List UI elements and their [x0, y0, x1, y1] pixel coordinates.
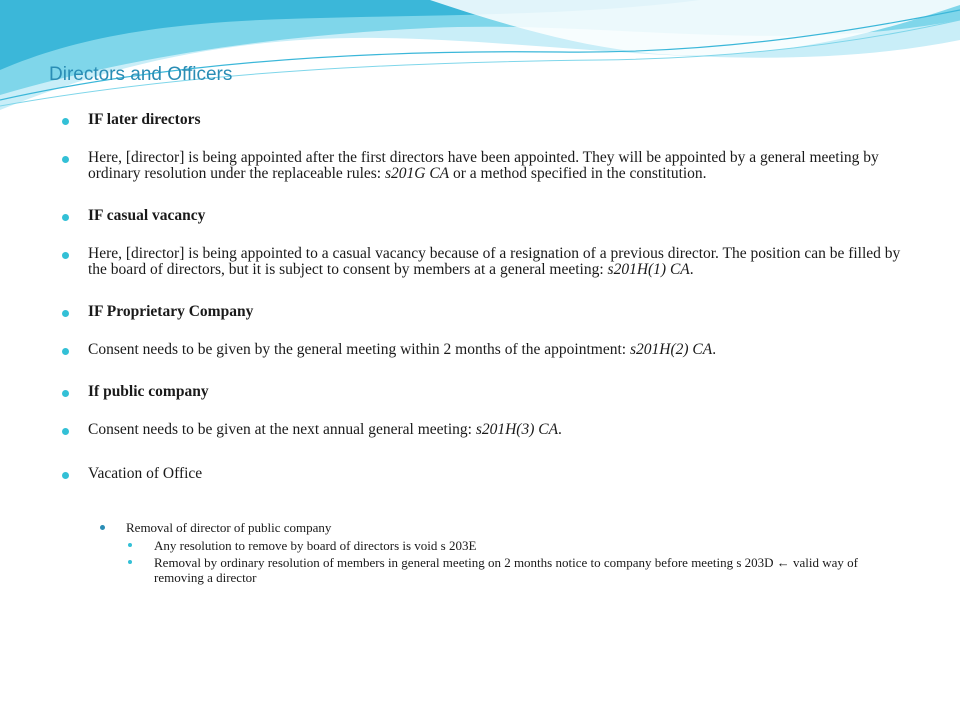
bullet-dot-icon [62, 156, 69, 163]
bullet-dot-icon [62, 348, 69, 355]
bullet-dot-icon [62, 214, 69, 221]
bullet-casual-vacancy-detail: Here, [director] is being appointed to a casual vacancy because of a resignation of a previous director. The position can be filled by the board of directors, but it is subject to consent by members at a general meeting: s201H(1) CA. [62, 246, 902, 278]
bullet-dot-icon [62, 390, 69, 397]
bullet-public-company-detail: Consent needs to be given at the next annual general meeting: s201H(3) CA. [62, 422, 902, 438]
slide-title: Directors and Officers [49, 64, 233, 85]
sub-sub-bullet-board-void: Any resolution to remove by board of directors is void s 203E [62, 538, 902, 553]
bullet-casual-vacancy: IF casual vacancy [62, 208, 902, 224]
bullet-proprietary-company: IF Proprietary Company [62, 304, 902, 320]
sub-sub-bullet-ordinary-resolution: Removal by ordinary resolution of members in general meeting on 2 months notice to company before meeting s 203D ← valid way of removing a director [62, 555, 874, 585]
citation: s201H(3) CA [475, 421, 559, 438]
left-arrow-icon: ← [776, 555, 790, 570]
bullet-public-company: If public company [62, 384, 902, 400]
bullet-dot-icon [62, 472, 69, 479]
bullet-vacation-of-office: Vacation of Office [62, 466, 902, 482]
bullet-dot-icon [128, 543, 132, 547]
bullet-proprietary-company-detail: Consent needs to be given by the general meeting within 2 months of the appointment: s201H(2) CA. [62, 342, 902, 358]
bullet-dot-icon [62, 118, 69, 125]
bullet-dot-icon [100, 525, 105, 530]
citation: s201H(1) CA [607, 261, 690, 278]
bullet-dot-icon [128, 560, 132, 564]
bullet-later-directors: IF later directors [62, 112, 902, 128]
bullet-dot-icon [62, 310, 69, 317]
bullet-dot-icon [62, 428, 69, 435]
header-wave-decoration [0, 0, 960, 120]
bullet-dot-icon [62, 252, 69, 259]
bullet-later-directors-detail: Here, [director] is being appointed after the first directors have been appointed. They will be appointed by a general meeting by ordinary resolution under the replaceable rules: s201G CA or a method specified in the constitution. [62, 150, 902, 182]
slide-content [62, 112, 902, 482]
sub-bullet-removal-public: Removal of director of public company [62, 520, 902, 535]
sub-list [62, 520, 902, 585]
citation: s201G CA [384, 165, 450, 182]
citation: s201H(2) CA [629, 341, 713, 358]
